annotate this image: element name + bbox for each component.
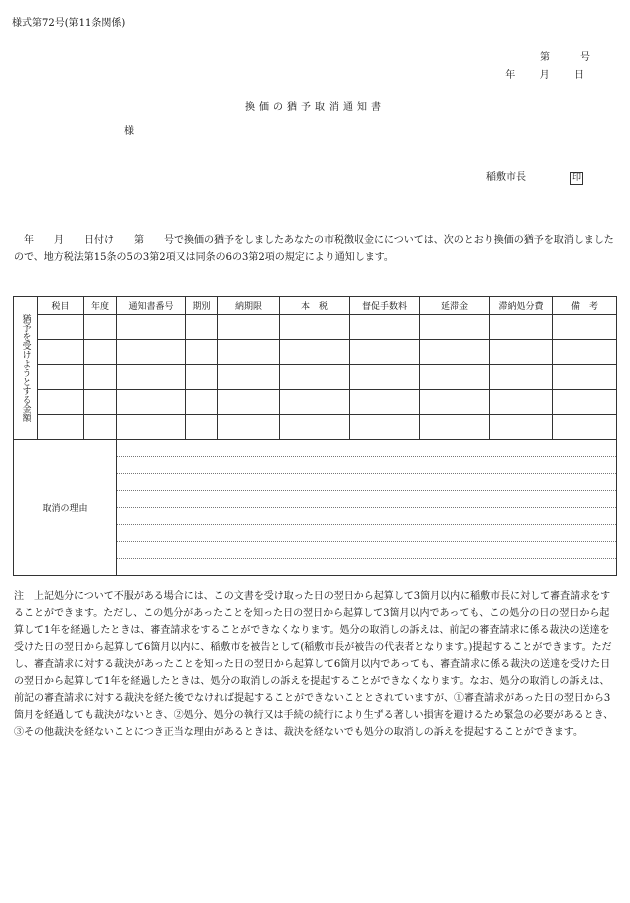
reason-line [117, 474, 616, 491]
table-cell[interactable] [218, 365, 280, 390]
table-cell[interactable] [117, 390, 186, 415]
header-principal-tax: 本 税 [280, 297, 350, 315]
table-cell[interactable] [280, 365, 350, 390]
header-remarks: 備 考 [553, 297, 617, 315]
table-cell[interactable] [553, 315, 617, 340]
table-cell[interactable] [553, 340, 617, 365]
table-cell[interactable] [186, 415, 218, 440]
document-number [540, 48, 590, 63]
table-cell[interactable] [280, 415, 350, 440]
table-cell[interactable] [218, 315, 280, 340]
table-cell[interactable] [280, 340, 350, 365]
document-title: 換価の猶予取消通知書 [245, 102, 385, 113]
table-cell[interactable] [117, 315, 186, 340]
table-cell[interactable] [84, 340, 117, 365]
document-number-dai: 第 [540, 52, 550, 63]
date-day: 日 [574, 70, 584, 81]
table-cell[interactable] [117, 340, 186, 365]
reason-field[interactable] [117, 440, 617, 576]
table-row [14, 390, 617, 415]
header-due-date: 納期限 [218, 297, 280, 315]
table-cell[interactable] [186, 315, 218, 340]
table-cell[interactable] [38, 415, 84, 440]
header-notice-number: 通知書番号 [117, 297, 186, 315]
table-cell[interactable] [38, 390, 84, 415]
document-number-go: 号 [580, 52, 590, 63]
reason-line [117, 525, 616, 542]
table-cell[interactable] [420, 315, 490, 340]
table-cell[interactable] [280, 390, 350, 415]
table-cell[interactable] [420, 390, 490, 415]
table-cell[interactable] [350, 315, 420, 340]
table-cell[interactable] [420, 340, 490, 365]
reason-line [117, 457, 616, 474]
table-cell[interactable] [117, 415, 186, 440]
table-cell[interactable] [553, 390, 617, 415]
amount-table [13, 296, 617, 576]
table-cell[interactable] [38, 365, 84, 390]
side-label: 猶予を受けようとする金額 [20, 314, 31, 422]
appeal-note: 注 上記処分について不服がある場合には、この文書を受け取った日の翌日から起算して3箇月以内に稲敷市長に対して審査請求をすることができます。ただし、この処分があったことを知った日の翌日から起算して3箇月以内であっても、この処分の日の翌日から起算して1年を経過したときは、審査請求をすることができなくなります。処分の取消しの訴えは、前記の審査請求に係る裁決の送達を受けた日の翌日から起算して6箇月以内に、稲敷市を被告として(稲敷市長が被告の代表者となります。)提起することができます。ただし、審査請求に対する裁決があったことを知った日の翌日から起算して6箇月以内であっても、審査請求に係る裁決の送達を受けた日の翌日から起算して1年を経過したときは、処分の取消しの訴えを提起することができなくなります。なお、処分の取消しの訴えは、前記の審査請求に対する裁決を経た後でなければ提起することができないこととされていますが、①審査請求があった日の翌日から3箇月を経過しても裁決がないとき、②処分、処分の執行又は手続の続行により生ずる著しい損害を避けるため緊急の必要があるとき、③その他裁決を経ないことにつき正当な理由があるときは、裁決を経ないでも処分の取消しの訴えを提起することができます。 [14, 591, 614, 738]
table-cell[interactable] [38, 340, 84, 365]
reason-line [117, 559, 616, 575]
table-cell[interactable] [117, 365, 186, 390]
table-cell[interactable] [186, 365, 218, 390]
issue-date [505, 66, 584, 81]
table-cell[interactable] [350, 415, 420, 440]
table-cell[interactable] [553, 365, 617, 390]
table-cell[interactable] [553, 415, 617, 440]
table-cell[interactable] [218, 390, 280, 415]
form-number: 様式第72号(第11条関係) [12, 18, 126, 29]
reason-line [117, 508, 616, 525]
table-cell[interactable] [350, 365, 420, 390]
seal-mark: 印 [572, 173, 582, 183]
table-cell[interactable] [280, 315, 350, 340]
table-row [14, 315, 617, 340]
table-cell[interactable] [84, 390, 117, 415]
table-row [14, 365, 617, 390]
issuer [486, 168, 583, 185]
date-month: 月 [539, 70, 550, 81]
table-cell[interactable] [218, 415, 280, 440]
table-cell[interactable] [490, 390, 553, 415]
table-cell[interactable] [84, 365, 117, 390]
table-cell[interactable] [490, 415, 553, 440]
table-cell[interactable] [186, 390, 218, 415]
header-tax-item: 税目 [38, 297, 84, 315]
notice-body: 年 月 日付け 第 号で換価の猶予をしましたあなたの市税徴収金にについては、次のとおり換価の猶予を取消しましたので、地方税法第15条の5の3第2項又は同条の6の3第2項の規定により通知します。 [14, 235, 614, 263]
header-reminder-fee: 督促手数料 [350, 297, 420, 315]
table-cell[interactable] [218, 340, 280, 365]
table-cell[interactable] [38, 315, 84, 340]
table-row [14, 415, 617, 440]
header-late-fee: 延滞金 [420, 297, 490, 315]
table-cell[interactable] [84, 315, 117, 340]
header-disposition-cost: 滞納処分費 [490, 297, 553, 315]
table-cell[interactable] [490, 340, 553, 365]
addressee: 様 [124, 126, 134, 137]
reason-line [117, 440, 616, 457]
reason-line [117, 491, 616, 508]
table-cell[interactable] [350, 390, 420, 415]
header-period: 期別 [186, 297, 218, 315]
table-cell[interactable] [186, 340, 218, 365]
reason-label: 取消の理由 [14, 440, 117, 576]
side-label-cell [14, 297, 38, 440]
table-cell[interactable] [420, 415, 490, 440]
table-row [14, 340, 617, 365]
table-cell[interactable] [84, 415, 117, 440]
table-cell[interactable] [490, 365, 553, 390]
table-cell[interactable] [490, 315, 553, 340]
header-year: 年度 [84, 297, 117, 315]
date-year: 年 [505, 70, 516, 81]
reason-line [117, 542, 616, 559]
table-cell[interactable] [420, 365, 490, 390]
issuer-name: 稲敷市長 [486, 172, 526, 183]
table-cell[interactable] [350, 340, 420, 365]
